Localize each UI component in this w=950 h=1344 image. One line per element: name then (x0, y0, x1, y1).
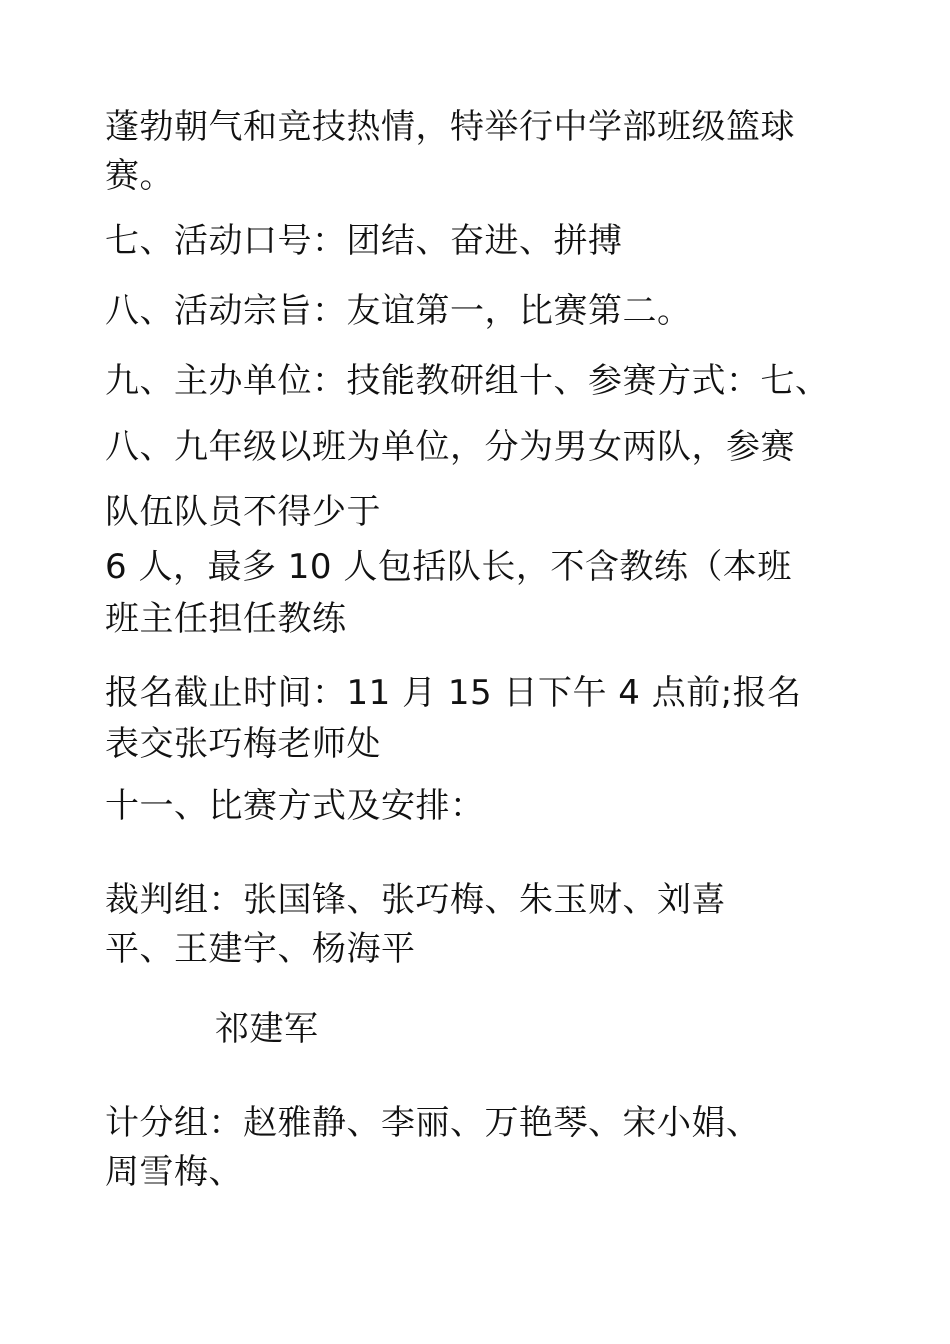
text-line-referees-cont: 平、王建宇、杨海平 (105, 929, 416, 969)
text-line-deadline: 报名截止时间：11 月 15 日下午 4 点前;报名 (105, 673, 802, 713)
text-line-deadline-cont: 表交张巧梅老师处 (105, 724, 381, 764)
text-line-coach: 班主任担任教练 (105, 599, 347, 639)
text-line-intro: 蓬勃朝气和竞技热情，特举行中学部班级篮球 (105, 107, 795, 147)
text-line-referees: 裁判组：张国锋、张巧梅、朱玉财、刘喜 (105, 880, 726, 920)
text-line-scorers-cont: 周雪梅、 (105, 1152, 243, 1192)
text-line-purpose: 八、活动宗旨：友谊第一，比赛第二。 (105, 291, 692, 331)
text-line-scorers: 计分组：赵雅静、李丽、万艳琴、宋小娟、 (105, 1103, 761, 1143)
text-line-intro-cont: 赛。 (105, 156, 174, 196)
text-line-team-size: 队伍队员不得少于 (105, 492, 381, 532)
text-line-referee-extra: 祁建军 (215, 1009, 319, 1049)
text-line-team-size-cont: 6 人，最多 10 人包括队长，不含教练（本班 (105, 547, 792, 587)
text-line-participation: 八、九年级以班为单位，分为男女两队，参赛 (105, 427, 795, 467)
text-line-organizer: 九、主办单位：技能教研组十、参赛方式：七、 (105, 361, 830, 401)
text-line-slogan: 七、活动口号：团结、奋进、拼搏 (105, 221, 623, 261)
section-heading-schedule: 十一、比赛方式及安排： (105, 786, 485, 826)
